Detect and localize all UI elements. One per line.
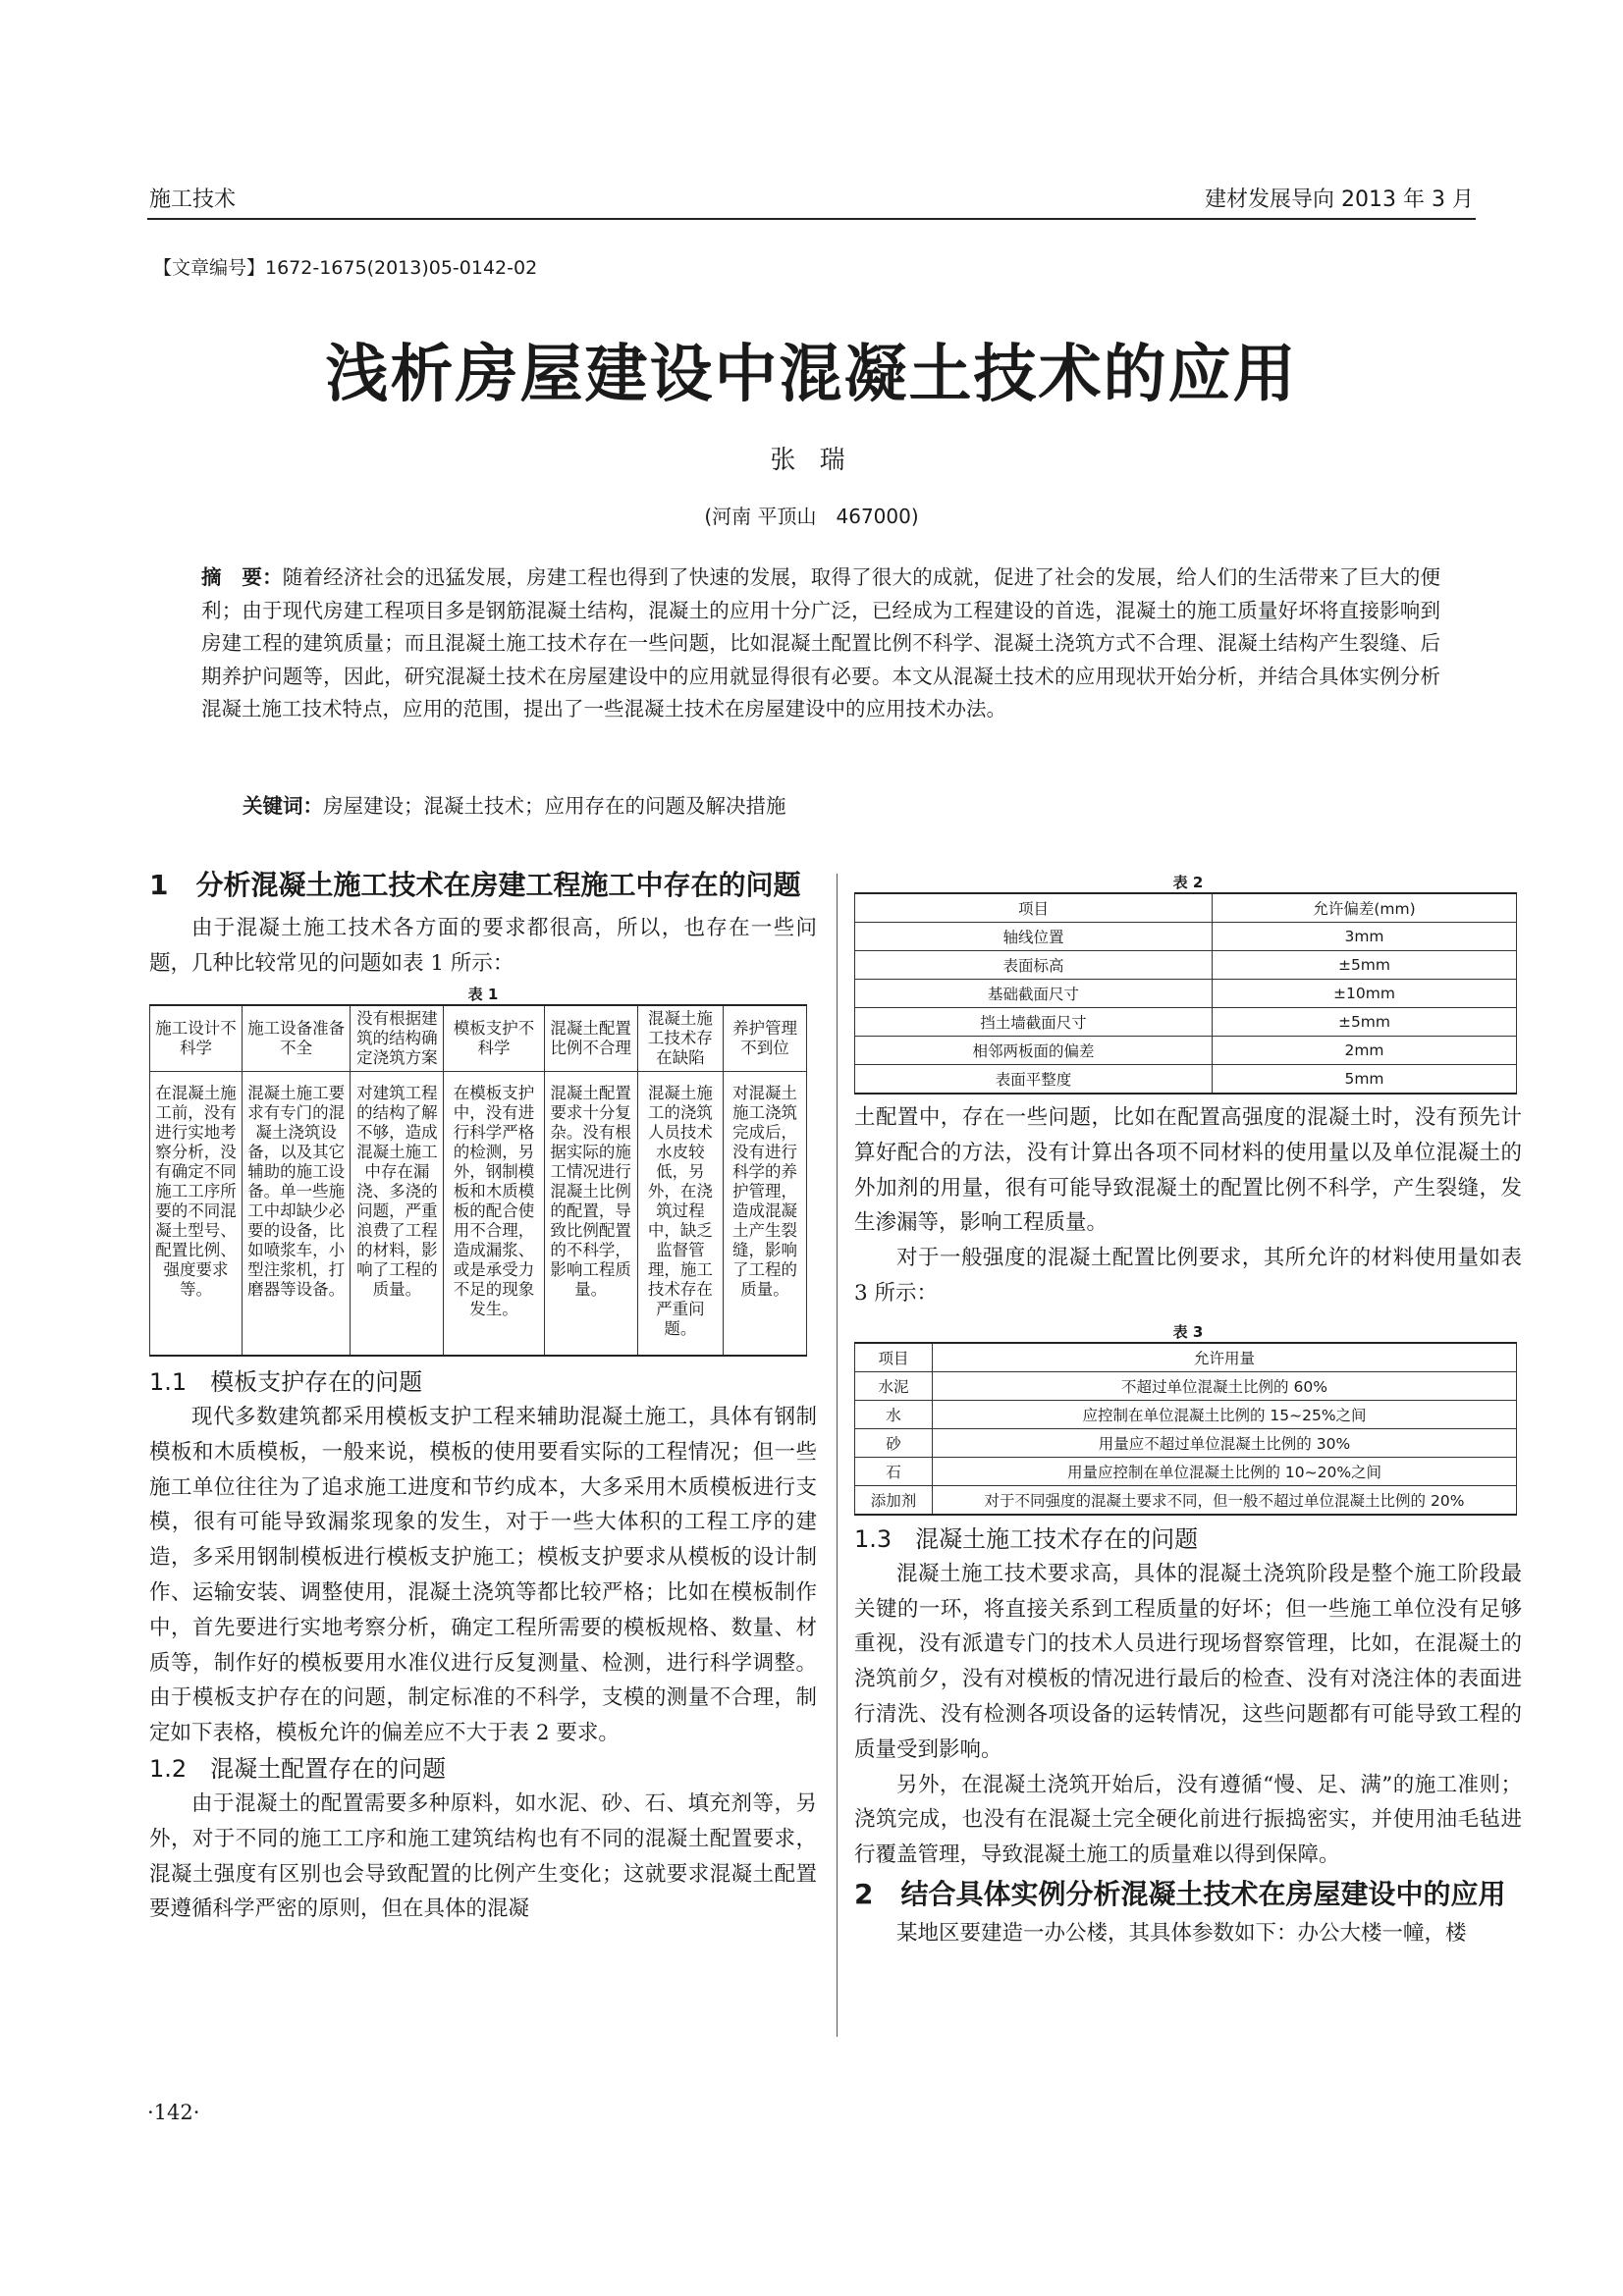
article-number: 【文章编号】1672-1675(2013)05-0142-02	[153, 257, 538, 279]
table2-cell: ±5mm	[1212, 1008, 1516, 1037]
affiliation: (河南 平顶山 467000)	[704, 505, 919, 528]
table1-header: 混凝土配置比例不合理	[544, 1005, 637, 1072]
header-rule	[147, 218, 1476, 220]
section-1-1-heading: 1.1 模板支护存在的问题	[149, 1368, 423, 1397]
table-row	[855, 1008, 1517, 1037]
section-2-heading: 2 结合具体实例分析混凝土技术在房屋建设中的应用	[854, 1877, 1506, 1910]
table2-header: 允许偏差(mm)	[1212, 893, 1516, 923]
table-row	[855, 951, 1517, 980]
paper-title: 浅析房屋建设中混凝土技术的应用	[325, 338, 1298, 411]
table3-cell: 应控制在单位混凝土比例的 15~25%之间	[933, 1400, 1517, 1428]
table2-cell: ±10mm	[1212, 980, 1516, 1008]
table2-cell: ±5mm	[1212, 951, 1516, 980]
table2-header-row	[855, 893, 1517, 923]
table3-cell: 水泥	[855, 1371, 933, 1400]
table3-header-row	[855, 1343, 1517, 1372]
table1-row	[150, 1071, 807, 1356]
table3-header: 允许用量	[933, 1343, 1517, 1372]
table1-cell: 混凝土配置要求十分复杂。没有根据实际的施工情况进行混凝土比例的配置，导致比例配置的不科学，影响工程质量。	[544, 1071, 637, 1356]
table2-cell: 2mm	[1212, 1037, 1516, 1065]
table3-cell: 用量应不超过单位混凝土比例的 30%	[933, 1428, 1517, 1457]
table-row	[855, 1485, 1517, 1515]
table3-cell: 对于不同强度的混凝土要求不同，但一般不超过单位混凝土比例的 20%	[933, 1485, 1517, 1515]
table1-cell: 混凝土施工要求有专门的混凝土浇筑设备，以及其它辅助的施工设备。单一些施工中却缺少必要的设备，比如喷浆车，小型注浆机，打磨器等设备。	[243, 1071, 351, 1356]
table-row	[855, 1400, 1517, 1428]
table2-cell: 5mm	[1212, 1065, 1516, 1095]
table3	[854, 1342, 1517, 1516]
table-row	[855, 1065, 1517, 1095]
author: 张 瑞	[770, 446, 853, 475]
right-column	[854, 872, 1522, 1951]
table2-cell: 表面平整度	[855, 1065, 1213, 1095]
table1-header: 施工设备准备不全	[243, 1005, 351, 1072]
abstract-text: 随着经济社会的迅猛发展，房建工程也得到了快速的发展，取得了很大的成就，促进了社会的发展，给人们的生活带来了巨大的便利；由于现代房建工程项目多是钢筋混凝土结构，混凝土的应用十分广泛，已经成为工程建设的首选，混凝土的施工质量好坏将直接影响到房建工程的建筑质量；而且混凝土施工技术存在一些问题，比如混凝土配置比例不科学、混凝土浇筑方式不合理、混凝土结构产生裂缝、后期养护问题等，因此，研究混凝土技术在房屋建设中的应用就显得很有必要。本文从混凝土技术的应用现状开始分析，并结合具体实例分析混凝土施工技术特点，应用的范围，提出了一些混凝土技术在房屋建设中的应用技术办法。	[201, 565, 1441, 721]
section-1-3-paragraph-1: 混凝土施工技术要求高，具体的混凝土浇筑阶段是整个施工阶段最关键的一环，将直接关系到工程质量的好坏；但一些施工单位没有足够重视，没有派遣专门的技术人员进行现场督察管理，比如，在混凝土的浇筑前夕，没有对模板的情况进行最后的检查、没有对浇注体的表面进行清洗、没有检测各项设备的运转情况，这些问题都有可能导致工程的质量受到影响。	[854, 1561, 1522, 1762]
table2	[854, 892, 1517, 1095]
paragraph: 对于一般强度的混凝土配置比例要求，其所允许的材料使用量如表 3 所示：	[854, 1246, 1522, 1306]
section-1-heading: 1 分析混凝土施工技术在房建工程施工中存在的问题	[149, 869, 801, 901]
table1-cell: 对混凝土施工浇筑完成后，没有进行科学的养护管理，造成混凝土产生裂缝，影响了工程的质量。	[724, 1071, 807, 1356]
table-row	[855, 923, 1517, 951]
running-header-journal: 建材发展导向 2013 年 3 月	[1205, 187, 1474, 212]
column-divider	[837, 874, 838, 2037]
table1-header-row	[150, 1005, 807, 1072]
table-row	[855, 980, 1517, 1008]
table1-cell: 混凝土施工的浇筑人员技术水皮较低，另外，在浇筑过程中，缺乏监督管理，施工技术存在严重问题。	[637, 1071, 723, 1356]
section-1-2-paragraph: 由于混凝土的配置需要多种原料，如水泥、砂、石、填充剂等，另外，对于不同的施工工序和施工建筑结构也有不同的混凝土配置要求，混凝土强度有区别也会导致配置的比例产生变化；这就要求混凝土配置要遵循科学严密的原则，但在具体的混凝	[149, 1791, 817, 1922]
table3-cell: 水	[855, 1400, 933, 1428]
table3-cell: 砂	[855, 1428, 933, 1457]
table1-cell: 在混凝土施工前，没有进行实地考察分析，没有确定不同施工工序所要的不同混凝土型号、配置比例、强度要求等。	[150, 1071, 243, 1356]
table2-caption: 表 2	[1172, 874, 1204, 891]
table3-header: 项目	[855, 1343, 933, 1372]
keywords	[243, 789, 786, 819]
table1-caption: 表 1	[467, 985, 499, 1003]
table1	[149, 1004, 807, 1358]
table3-caption: 表 3	[1172, 1322, 1204, 1341]
table1-cell: 对建筑工程的结构了解不够，造成混凝土施工中存在漏浇、多浇的问题，严重浪费了工程的材料，影响了工程的质量。	[351, 1071, 444, 1356]
table-row	[855, 1457, 1517, 1485]
section-1-1-paragraph: 现代多数建筑都采用模板支护工程来辅助混凝土施工，具体有钢制模板和木质模板，一般来说，模板的使用要看实际的工程情况；但一些施工单位往往为了追求施工进度和节约成本，大多采用木质模板进行支模，很有可能导致漏浆现象的发生，对于一些大体积的工程工序的建造，多采用钢制模板进行模板支护施工；模板支护要求从模板的设计制作、运输安装、调整使用，混凝土浇筑等都比较严格；比如在模板制作中，首先要进行实地考察分析，确定工程所需要的模板规格、数量、材质等，制作好的模板要用水准仪进行反复测量、检测，进行科学调整。由于模板支护存在的问题，制定标准的不科学，支模的测量不合理，制定如下表格，模板允许的偏差应不大于表 2 要求。	[149, 1405, 817, 1746]
running-header-section: 施工技术	[149, 187, 237, 212]
table1-header: 没有根据建筑的结构确定浇筑方案	[351, 1005, 444, 1072]
left-column	[149, 864, 817, 1927]
page-number: ·142·	[147, 2101, 200, 2124]
section-1-paragraph: 由于混凝土施工技术各方面的要求都很高，所以，也存在一些问题，几种比较常见的问题如表 1 所示：	[149, 916, 817, 976]
table3-cell: 用量应控制在单位混凝土比例的 10~20%之间	[933, 1457, 1517, 1485]
section-1-2-heading: 1.2 混凝土配置存在的问题	[149, 1755, 447, 1784]
table2-cell: 相邻两板面的偏差	[855, 1037, 1213, 1065]
table3-cell: 不超过单位混凝土比例的 60%	[933, 1371, 1517, 1400]
table2-cell: 轴线位置	[855, 923, 1213, 951]
keywords-text: 房屋建设；混凝土技术；应用存在的问题及解决措施	[323, 794, 786, 818]
section-2-paragraph: 某地区要建造一办公楼，其具体参数如下：办公大楼一幢，楼	[896, 1920, 1467, 1946]
table1-header: 模板支护不科学	[444, 1005, 544, 1072]
table3-cell: 石	[855, 1457, 933, 1485]
table1-header: 混凝土施工技术存在缺陷	[637, 1005, 723, 1072]
keywords-label: 关键词：	[243, 794, 323, 818]
abstract-label: 摘 要：	[201, 565, 283, 589]
section-1-3-heading: 1.3 混凝土施工技术存在的问题	[854, 1524, 1199, 1553]
section-1-3-paragraph-2: 另外，在混凝土浇筑开始后，没有遵循“慢、足、满”的施工准则；浇筑完成，也没有在混凝土完全硬化前进行振捣密实，并使用油毛毡进行覆盖管理，导致混凝土施工的质量难以得到保障。	[854, 1772, 1522, 1868]
table2-cell: 3mm	[1212, 923, 1516, 951]
table-row	[855, 1428, 1517, 1457]
table2-header: 项目	[855, 893, 1213, 923]
table1-header: 施工设计不科学	[150, 1005, 243, 1072]
table1-header: 养护管理不到位	[724, 1005, 807, 1072]
table2-cell: 表面标高	[855, 951, 1213, 980]
table-row	[855, 1037, 1517, 1065]
abstract	[201, 561, 1440, 726]
table1-cell: 在模板支护中，没有进行科学严格的检测，另外，钢制模板和木质模板的配合使用不合理，造成漏浆、或是承受力不足的现象发生。	[444, 1071, 544, 1356]
table3-cell: 添加剂	[855, 1485, 933, 1515]
table2-cell: 基础截面尺寸	[855, 980, 1213, 1008]
paragraph-continued: 土配置中，存在一些问题，比如在配置高强度的混凝土时，没有预先计算好配合的方法，没有计算出各项不同材料的使用量以及单位混凝土的外加剂的用量，很有可能导致混凝土的配置比例不科学，产生裂缝，发生渗漏等，影响工程质量。	[854, 1105, 1522, 1236]
table2-cell: 挡土墙截面尺寸	[855, 1008, 1213, 1037]
table-row	[855, 1371, 1517, 1400]
